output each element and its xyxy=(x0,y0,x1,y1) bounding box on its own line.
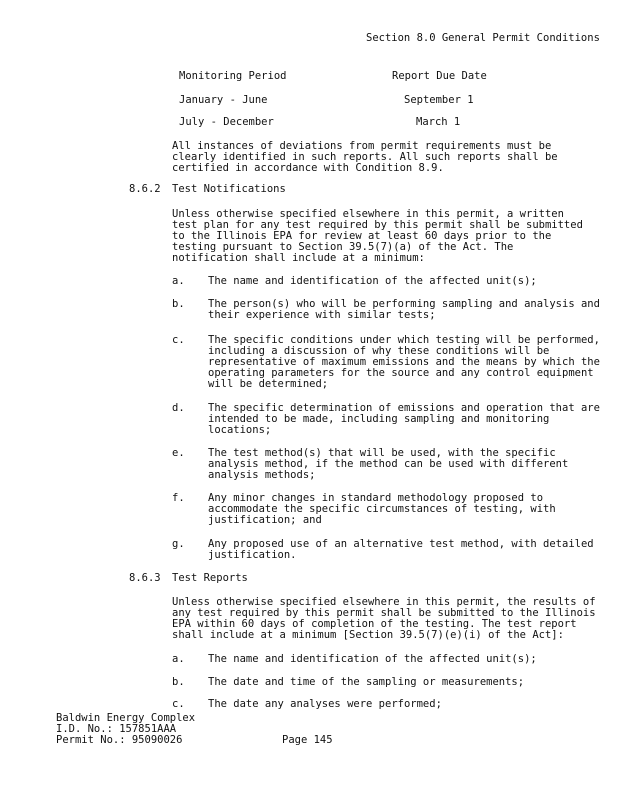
list-item-label: f. xyxy=(172,492,185,504)
list-item-label: c. xyxy=(172,334,185,346)
table-cell-period: January - June xyxy=(179,94,268,106)
list-item-label: c. xyxy=(172,698,185,710)
list-item-text: The test method(s) that will be used, with the specific analysis method, if the method can be used with different analysis methods; xyxy=(208,447,569,481)
section-number: 8.6.3 xyxy=(129,572,161,584)
list-item-text: The specific determination of emissions and operation that are intended to be made, including sampling and monitoring locations; xyxy=(208,402,600,436)
page-header: Section 8.0 General Permit Conditions xyxy=(366,32,600,44)
list-item-label: a. xyxy=(172,275,185,287)
list-item-label: b. xyxy=(172,676,185,688)
section-intro-paragraph: Unless otherwise specified elsewhere in this permit, the results of any test required by this permit shall be submitted to the Illinois EPA within 60 days of completion of the testing. The test report shall include at a minimum [Section 39.5(7)(e)(i) of the Act]: xyxy=(172,596,596,641)
list-item-text: Any minor changes in standard methodology proposed to accommodate the specific circumstances of testing, with justification; and xyxy=(208,492,556,526)
footer-facility-name: Baldwin Energy Complex xyxy=(56,712,196,724)
footer-id-number: I.D. No.: 157851AAA xyxy=(56,723,177,735)
list-item-text: The date and time of the sampling or measurements; xyxy=(208,676,525,688)
list-item-text: The name and identification of the affected unit(s); xyxy=(208,653,537,665)
list-item-label: b. xyxy=(172,298,185,310)
list-item-text: The date any analyses were performed; xyxy=(208,698,442,710)
section-number: 8.6.2 xyxy=(129,183,161,195)
list-item-label: a. xyxy=(172,653,185,665)
list-item-label: g. xyxy=(172,538,185,550)
list-item-text: The person(s) who will be performing sampling and analysis and their experience with similar tests; xyxy=(208,298,600,321)
list-item-label: d. xyxy=(172,402,185,414)
list-item-text: Any proposed use of an alternative test method, with detailed justification. xyxy=(208,538,594,561)
list-item-text: The name and identification of the affected unit(s); xyxy=(208,275,537,287)
footer-page-number: Page 145 xyxy=(282,734,333,746)
list-item-label: e. xyxy=(172,447,185,459)
table-header-monitoring-period: Monitoring Period xyxy=(179,70,287,82)
list-item-text: The specific conditions under which testing will be performed, including a discussion of why these conditions will be representative of maximum emissions and the means by which the operating parameters for the source and any control equipment will be determined; xyxy=(208,334,600,390)
deviations-paragraph: All instances of deviations from permit requirements must be clearly identified in such reports. All such reports shall be certified in accordance with Condition 8.9. xyxy=(172,140,558,174)
footer-permit-number: Permit No.: 95090026 xyxy=(56,734,183,746)
table-cell-due: September 1 xyxy=(404,94,474,106)
section-title: Test Notifications xyxy=(172,183,286,195)
table-header-report-due-date: Report Due Date xyxy=(392,70,487,82)
table-cell-due: March 1 xyxy=(416,116,461,128)
section-intro-paragraph: Unless otherwise specified elsewhere in this permit, a written test plan for any test required by this permit shall be submitted to the Illinois EPA for review at least 60 days prior to the testing pursuant to Section 39.5(7)(a) of the Act. The notification shall include at a minimum: xyxy=(172,208,583,264)
table-cell-period: July - December xyxy=(179,116,274,128)
section-title: Test Reports xyxy=(172,572,248,584)
